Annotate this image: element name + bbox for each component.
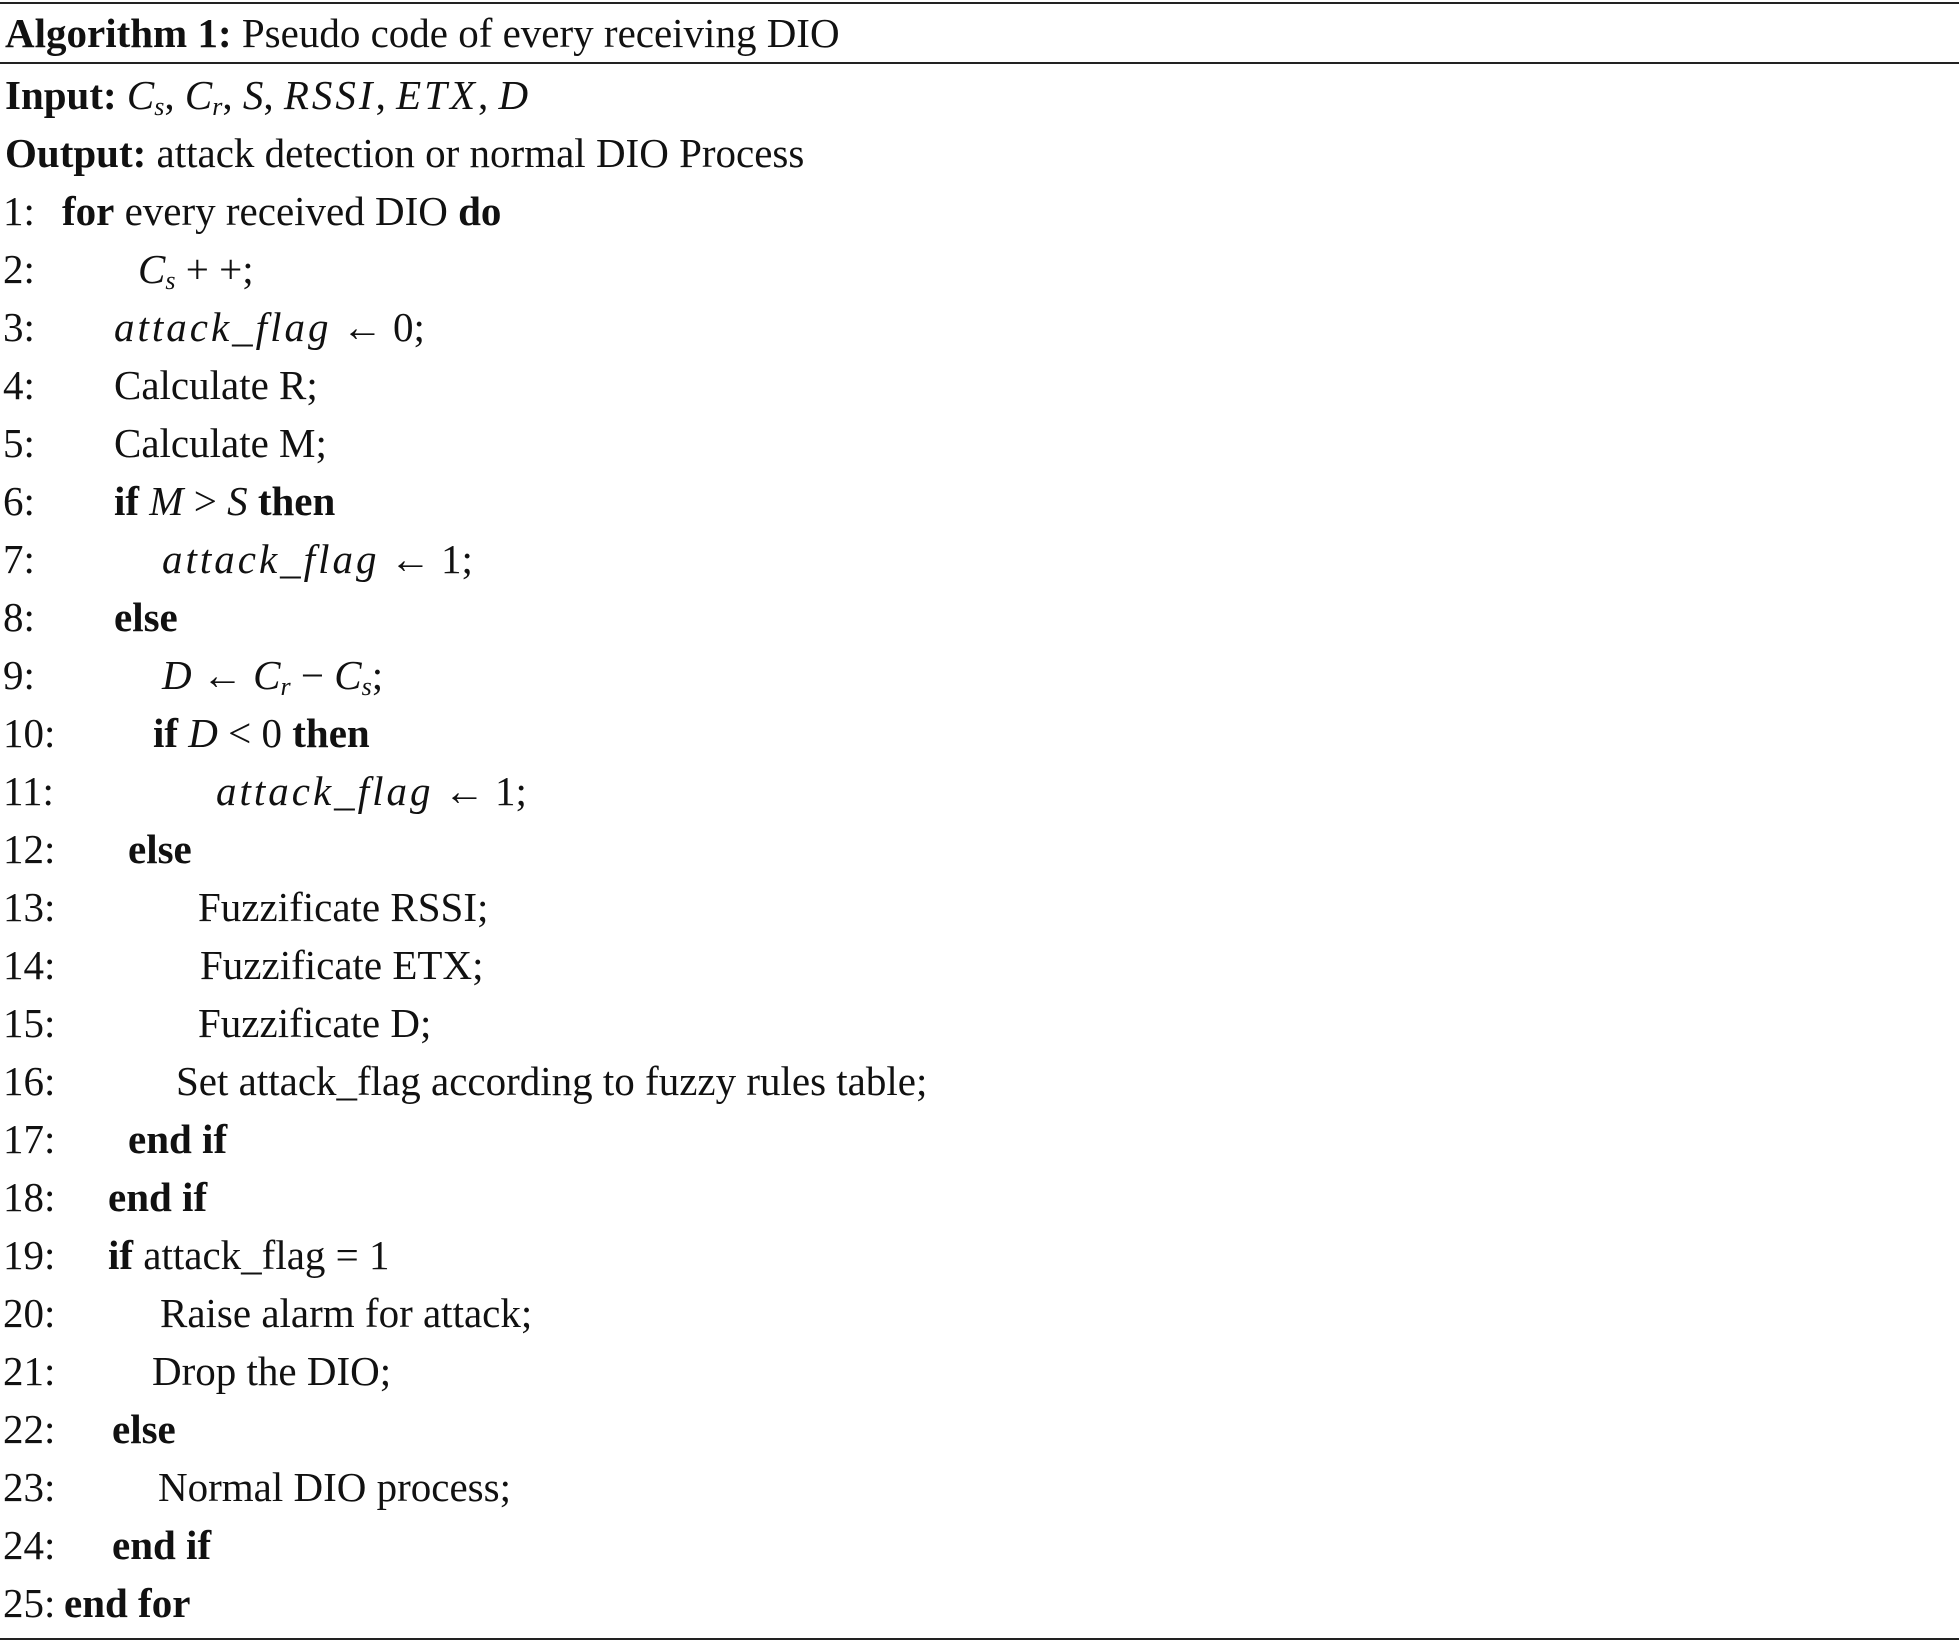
line-number: 3:	[3, 304, 35, 350]
line-content: Raise alarm for attack;	[160, 1290, 533, 1336]
line-number: 20:	[3, 1290, 56, 1336]
line-number: 25:	[3, 1580, 56, 1626]
bottom-rule	[0, 1638, 1959, 1640]
output-label: Output:	[5, 130, 147, 176]
line-content: if M > S then	[114, 478, 336, 524]
line-content: Fuzzificate D;	[198, 1000, 432, 1046]
line-content: if attack_flag = 1	[108, 1232, 390, 1278]
algorithm-title	[0, 4, 1959, 62]
line-content: attack_flag ← 0;	[114, 304, 425, 350]
line-content: if D < 0 then	[153, 710, 370, 756]
line-content: end if	[108, 1174, 208, 1220]
line-number: 22:	[3, 1406, 56, 1452]
line-number: 6:	[3, 478, 35, 524]
input-var-s: S	[242, 72, 264, 118]
line-content: Normal DIO process;	[158, 1464, 511, 1510]
line-number: 15:	[3, 1000, 56, 1046]
line-number: 5:	[3, 420, 35, 466]
code-line-19	[0, 1226, 1959, 1284]
input-var-cs: $C_s$	[126, 72, 165, 121]
line-content: Calculate M;	[114, 420, 327, 466]
code-line-20	[0, 1284, 1959, 1342]
line-number: 2:	[3, 246, 35, 292]
line-number: 18:	[3, 1174, 56, 1220]
code-line-11	[0, 762, 1959, 820]
code-line-14	[0, 936, 1959, 994]
line-number: 4:	[3, 362, 35, 408]
output-line	[0, 124, 1959, 182]
line-content: end for	[64, 1580, 191, 1626]
code-line-22	[0, 1400, 1959, 1458]
line-number: 19:	[3, 1232, 56, 1278]
code-line-25	[0, 1574, 1959, 1632]
line-number: 10:	[3, 710, 56, 756]
code-line-23	[0, 1458, 1959, 1516]
line-number: 23:	[3, 1464, 56, 1510]
input-label: Input:	[5, 72, 117, 118]
line-content: attack_flag ← 1;	[162, 536, 473, 582]
line-content: end if	[112, 1522, 212, 1568]
line-number: 21:	[3, 1348, 56, 1394]
output-text: attack detection or normal DIO Process	[156, 130, 805, 176]
code-line-12	[0, 820, 1959, 878]
code-line-9	[0, 646, 1959, 704]
line-content: end if	[128, 1116, 228, 1162]
line-content: Set attack_flag according to fuzzy rules table;	[176, 1058, 928, 1104]
line-content: Drop the DIO;	[152, 1348, 392, 1394]
line-number: 24:	[3, 1522, 56, 1568]
code-line-1	[0, 182, 1959, 240]
code-line-15	[0, 994, 1959, 1052]
code-line-8	[0, 588, 1959, 646]
code-line-21	[0, 1342, 1959, 1400]
code-line-17	[0, 1110, 1959, 1168]
line-number: 17:	[3, 1116, 56, 1162]
line-content: Fuzzificate ETX;	[200, 942, 484, 988]
code-line-10	[0, 704, 1959, 762]
code-body	[0, 64, 1959, 1632]
line-content: Calculate R;	[114, 362, 318, 408]
code-line-5	[0, 414, 1959, 472]
line-content: else	[114, 594, 178, 640]
code-line-2	[0, 240, 1959, 298]
code-line-18	[0, 1168, 1959, 1226]
line-content: D ← $C_r - C_s$;	[162, 652, 384, 701]
line-number: 12:	[3, 826, 56, 872]
algorithm-title-text: Pseudo code of every receiving DIO	[241, 10, 840, 56]
code-line-16	[0, 1052, 1959, 1110]
line-number: 9:	[3, 652, 35, 698]
code-line-3	[0, 298, 1959, 356]
code-line-4	[0, 356, 1959, 414]
code-line-24	[0, 1516, 1959, 1574]
line-content: for every received DIO do	[62, 188, 502, 234]
input-line: Input: $C_s$, $C_r$, S, RSSI, ETX, D	[5, 72, 529, 121]
line-content: else	[112, 1406, 176, 1452]
input-var-rssi: RSSI	[283, 72, 376, 118]
line-number: 14:	[3, 942, 56, 988]
line-number: 16:	[3, 1058, 56, 1104]
algorithm-box	[0, 2, 1959, 1640]
line-number: 7:	[3, 536, 35, 582]
line-content: attack_flag ← 1;	[216, 768, 527, 814]
input-var-cr: $C_r$	[184, 72, 223, 121]
algorithm-label: Algorithm 1:	[5, 10, 232, 56]
line-number: 11:	[3, 768, 54, 814]
line-number: 1:	[3, 188, 35, 234]
line-content: Fuzzificate RSSI;	[198, 884, 489, 930]
line-content: $C_s$ + +;	[138, 246, 254, 295]
code-line-6	[0, 472, 1959, 530]
line-content: else	[128, 826, 192, 872]
line-number: 8:	[3, 594, 35, 640]
input-var-d: D	[498, 72, 529, 118]
code-line-7	[0, 530, 1959, 588]
input-var-etx: ETX	[396, 72, 478, 118]
code-line-13	[0, 878, 1959, 936]
line-number: 13:	[3, 884, 56, 930]
